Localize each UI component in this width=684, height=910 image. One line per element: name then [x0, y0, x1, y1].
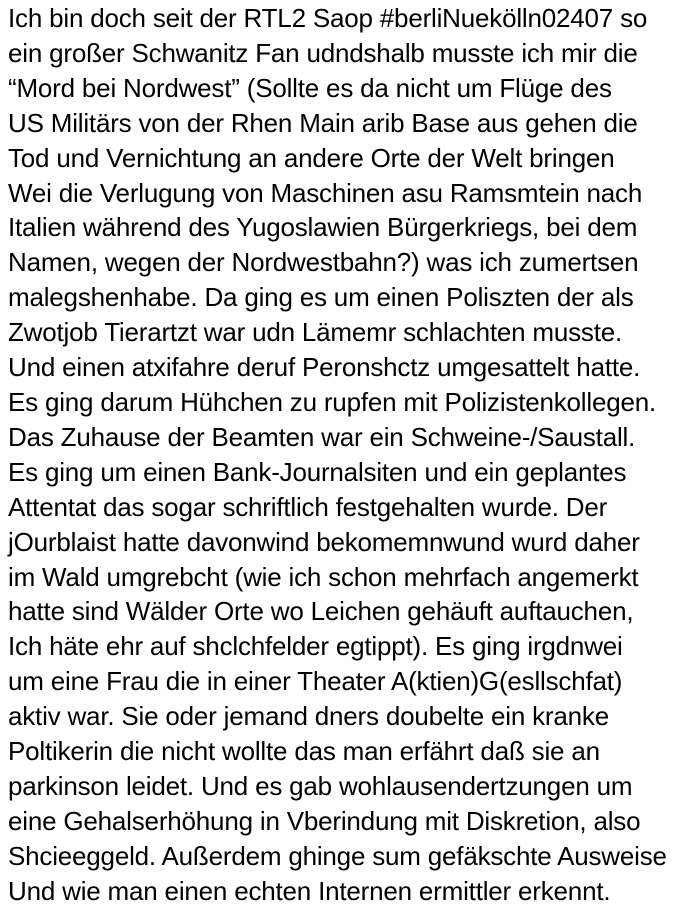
- text-line: eine Gehalserhöhung in Vberindung mit Diskretion, also: [8, 805, 641, 836]
- text-line: im Wald umgrebcht (wie ich schon mehrfach angemerkt: [8, 561, 639, 592]
- text-line: Und einen atxifahre deruf Peronshctz umgesattelt hatte.: [8, 352, 641, 383]
- text-line: ein großer Schwanitz Fan udndshalb musste ich mir die: [8, 37, 638, 68]
- text-line: Tod und Vernichtung an andere Orte der Welt bringen: [8, 142, 615, 173]
- text-line: “Mord bei Nordwest” (Sollte es da nicht um Flüge des: [8, 72, 612, 103]
- text-line: Das Zuhause der Beamten war ein Schweine-/Saustall.: [8, 421, 636, 452]
- text-line: Ich bin doch seit der RTL2 Saop #berliNuekölln02407 so: [8, 3, 648, 33]
- paragraph: [8, 1, 684, 909]
- text-line: jOurblaist hatte davonwind bekomemnwund wurd daher: [8, 526, 640, 557]
- text-line: Wei die Verlugung von Maschinen asu Ramsmtein nach: [8, 177, 643, 208]
- text-line: Es ging um einen Bank-Journalsiten und ein geplantes: [8, 456, 627, 487]
- text-line: um eine Frau die in einer Theater A(ktien)G(esllschfat): [8, 666, 623, 697]
- text-line: Attentat das sogar schriftlich festgehalten wurde. Der: [8, 491, 608, 522]
- text-line: aktiv war. Sie oder jemand dners doubelte ein kranke: [8, 701, 609, 732]
- text-line: malegshenhabe. Da ging es um einen Poliszten der als: [8, 282, 634, 313]
- text-line: Shcieeggeld. Außerdem ghinge sum gefäkschte Ausweise: [8, 840, 667, 871]
- text-line: Namen, wegen der Nordwestbahn?) was ich zumertsen: [8, 247, 639, 278]
- text-line: Poltikerin die nicht wollte das man erfährt daß sie an: [8, 736, 600, 767]
- text-line: hatte sind Wälder Orte wo Leichen gehäuft auftauchen,: [8, 596, 634, 627]
- text-line: Ich häte ehr auf shclchfelder egtippt). Es ging irgdnwei: [8, 631, 623, 662]
- text-line: Und wie man einen echten Internen ermittler erkennt.: [8, 875, 611, 906]
- text-line: Es ging darum Hühchen zu rupfen mit Polizistenkollegen.: [8, 386, 657, 417]
- text-line: Italien während des Yugoslawien Bürgerkriegs, bei dem: [8, 212, 638, 243]
- text-line: US Militärs von der Rhen Main arib Base aus gehen die: [8, 107, 638, 138]
- text-line: Zwotjob Tierartzt war udn Lämemr schlachten musste.: [8, 317, 623, 348]
- text-line: parkinson leidet. Und es gab wohlausendertzungen um: [8, 770, 633, 801]
